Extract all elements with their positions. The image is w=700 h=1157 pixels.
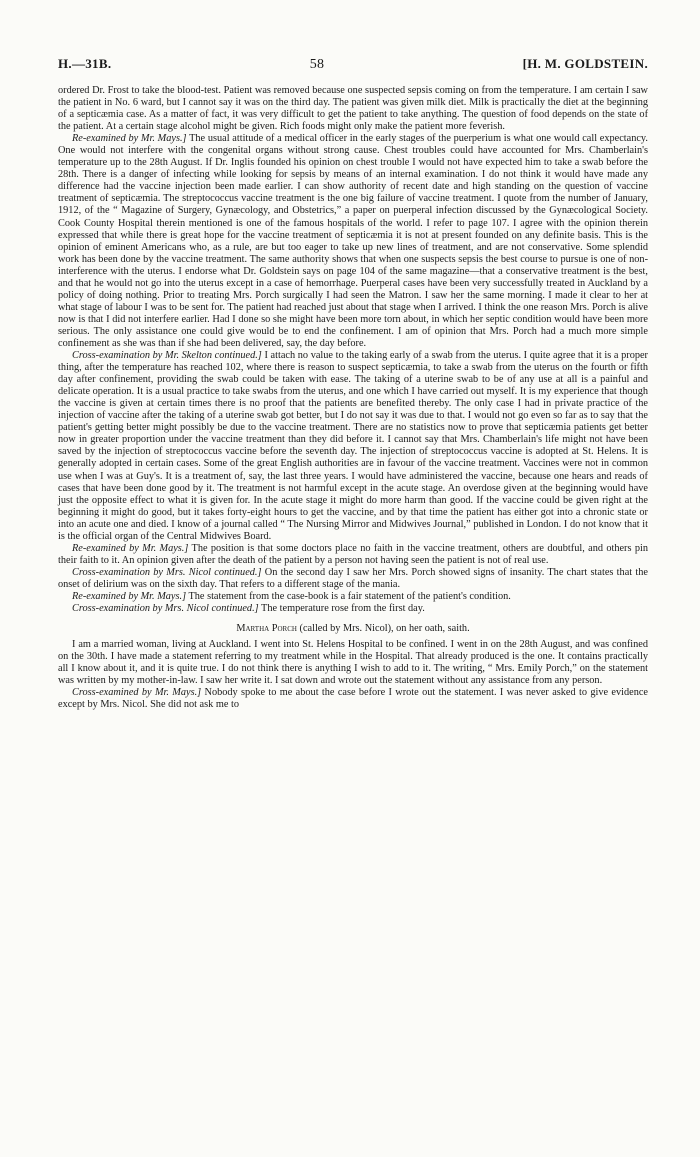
witness-name: Martha Porch [236, 623, 297, 635]
examination-label: Re-examined by Mr. Mays.] [72, 542, 189, 554]
document-reference: H.—31B. [58, 56, 112, 71]
paragraph [58, 639, 648, 687]
witness-heading [58, 623, 648, 635]
paragraph [58, 85, 648, 133]
examination-label: Cross-examination by Mrs. Nicol continued.] [72, 603, 259, 615]
paragraph [58, 350, 648, 543]
witness-heading-rest: (called by Mrs. Nicol), on her oath, saith. [296, 623, 470, 635]
paragraph-text: I am a married woman, living at Auckland. I went into St. Helens Hospital to be confined. I went in on the 28th August, and was confined on the 30th. I have made a statement referring to my treatment while in the Hospital. That already produced is the one. It contains practically all I know about it, and it is quite true. I do not think there is anything I wish to add to it. The writing, “ Mrs. Emily Porch,” on the statement was written by my mother-in-law. I saw her write it. I sat down and wrote out the statement without any assistance from any person. [58, 639, 648, 687]
paragraph-text: The position is that some doctors place no faith in the vaccine treatment, others are doubtful, and others pin their faith to it. An opinion given after the death of the patient by a person not having seen the patient is not of real use. [58, 542, 648, 566]
paragraph-text: On the second day I saw her Mrs. Porch showed signs of insanity. The chart states that the onset of delirium was on the sixth day. That refers to a different stage of the mania. [58, 566, 648, 590]
paragraph-text: The temperature rose from the first day. [258, 603, 425, 615]
witness-name-header: [H. M. GOLDSTEIN. [522, 56, 648, 71]
paragraph-text: The usual attitude of a medical officer in the early stages of the puerperium is what one would call expectancy. One would not interfere with the congenital organs without strong cause. Chest troubles could have accounted for Mrs. Chamberlain's temperature up to the 28th August. If Dr. Inglis founded his opinion on chest trouble I would not have expected him to take a swab before the 28th. There is a danger of infecting while looking for sepsis by means of an internal examination. I do not think it would have made any difference had the vaccine injection been made earlier. I can show authority of recent date and high standing on the question of vaccine treatment of septicæmia. The streptococcus vaccine treatment is the one big failure of vaccine treatment. I quote from the number of January, 1912, of the “ Magazine of Surgery, Gynæcology, and Obstetrics,” a paper on puerperal infection discussed by the Gynæcological Society. Cook County Hospital therein mentioned is one of the famous hospitals of the world. I refer to page 107. I agree with the opinion therein expressed that while there is great hope for the vaccine treatment of septicæmia it is not at present founded on any definite basis. This is the opinion of eminent Americans who, as a rule, are but too eager to take up new lines of treatment, and are not conservative. Some splendid work has been done by the vaccine treatment. The same authority shows that when one suspects sepsis the best course to pursue is one of non-interference with the uterus. I endorse what Dr. Goldstein says on page 104 of the same magazine—that a conservative treatment is the best, and that he would not go into the uterus except in a case of hemorrhage. Puerperal cases have been very successfully treated in Auckland by a policy of doing nothing. Prior to treating Mrs. Porch surgically I had seen the Matron. I saw her the same morning. I made it clear to her at what stage of labour I was to be sent for. The patient had reached just about that stage when I arrived. I think the one reason Mrs. Porch is alive now is that I did not interfere earlier. Had I done so she might have been more torn about, in which her septic condition would have been more serious. The only assistance one could give would be to end the confinement. I am of opinion that Mrs. Porch had a much more simple confinement as she was than if she had been delivered, say, the day before. [58, 133, 648, 349]
paragraph [58, 603, 648, 615]
paragraph-text: The statement from the case-book is a fair statement of the patient's condition. [186, 590, 511, 602]
paragraph [58, 687, 648, 711]
paragraph [58, 591, 648, 603]
examination-label: Re-examined by Mr. Mays.] [72, 590, 187, 602]
paragraph [58, 567, 648, 591]
paragraph-text: I attach no value to the taking early of a swab from the uterus. I quite agree that it is a proper thing, after the temperature has reached 102, where there is reason to suspect septicæmia, to take a swab from the uterus on the fourth or fifth day after confinement, providing the swab could be taken with ease. The taking of a uterine swab to be of any use at all is a painful and delicate operation. It is a usual practice to take swabs from the uterus, and one which I have carried out myself. It is my experience that though the vaccine is given at certain times there is no proof that the patients are benefited thereby. The only case I had in private practice of the injection of vaccine after the taking of a uterine swab got better, but I do not say it was due to that. I would not go even so far as to say that the patient's getting better might possibly be due to the vaccine treatment. There are no statistics now to prove that septicæmia patients get better now in greater proportion under the vaccine treatment than they did before it. I cannot say that Mrs. Chamberlain's life might not have been saved by the injection of streptococcus vaccine before the seventh day. The injection of streptococcus vaccine is adopted at St. Helens. It is generally adopted in certain cases. Some of the great English authorities are in favour of the vaccine treatment. Vaccines were not in common use when I was at Guy's. It is a treatment of, say, the last three years. I would have administered the vaccine, because one hears and reads of cases that have been done good by it. The treatment is not harmful except in the acute stage. An overdose given at the beginning would have just the opposite effect to what it is given for. In the acute stage it might do more harm than good. If the vaccine could be given right at the beginning it might do good, but it takes forty-eight hours to get the vaccine, and by that time the patient has either got into a chronic state or into an acute one and died. I know of a journal called “ The Nursing Mirror and Midwives Journal,” published in London. I do not know that it is the official organ of the Central Midwives Board. [58, 350, 648, 542]
examination-label: Cross-examination by Mr. Skelton continued.] [72, 350, 262, 362]
paragraph-text: Nobody spoke to me about the case before I wrote out the statement. I was never asked to give evidence except by Mrs. Nicol. She did not ask me to [58, 687, 648, 711]
testimony-section-goldstein [58, 85, 648, 615]
testimony-section-porch [58, 639, 648, 711]
page-number: 58 [309, 57, 325, 72]
body-text [58, 85, 648, 711]
paragraph [58, 133, 648, 350]
paragraph [58, 543, 648, 567]
paragraph-text: ordered Dr. Frost to take the blood-test. Patient was removed because one suspected sepsis coming on from the temperature. I am certain I saw the patient in No. 6 ward, but I cannot say it was on the third day. The patient was given milk diet. Milk is practically the diet at the beginning of a septicæmia case. As a matter of fact, it was very difficult to get the patient to take anything. The question of food depends on the state of the patient. At a certain stage alcohol might be given. Rich foods might only make the patient more feverish. [58, 85, 648, 133]
examination-label: Cross-examination by Mrs. Nicol continued.] [72, 566, 262, 578]
page-header [58, 56, 648, 73]
examination-label: Cross-examined by Mr. Mays.] [72, 687, 202, 699]
examination-label: Re-examined by Mr. Mays.] [72, 133, 187, 145]
